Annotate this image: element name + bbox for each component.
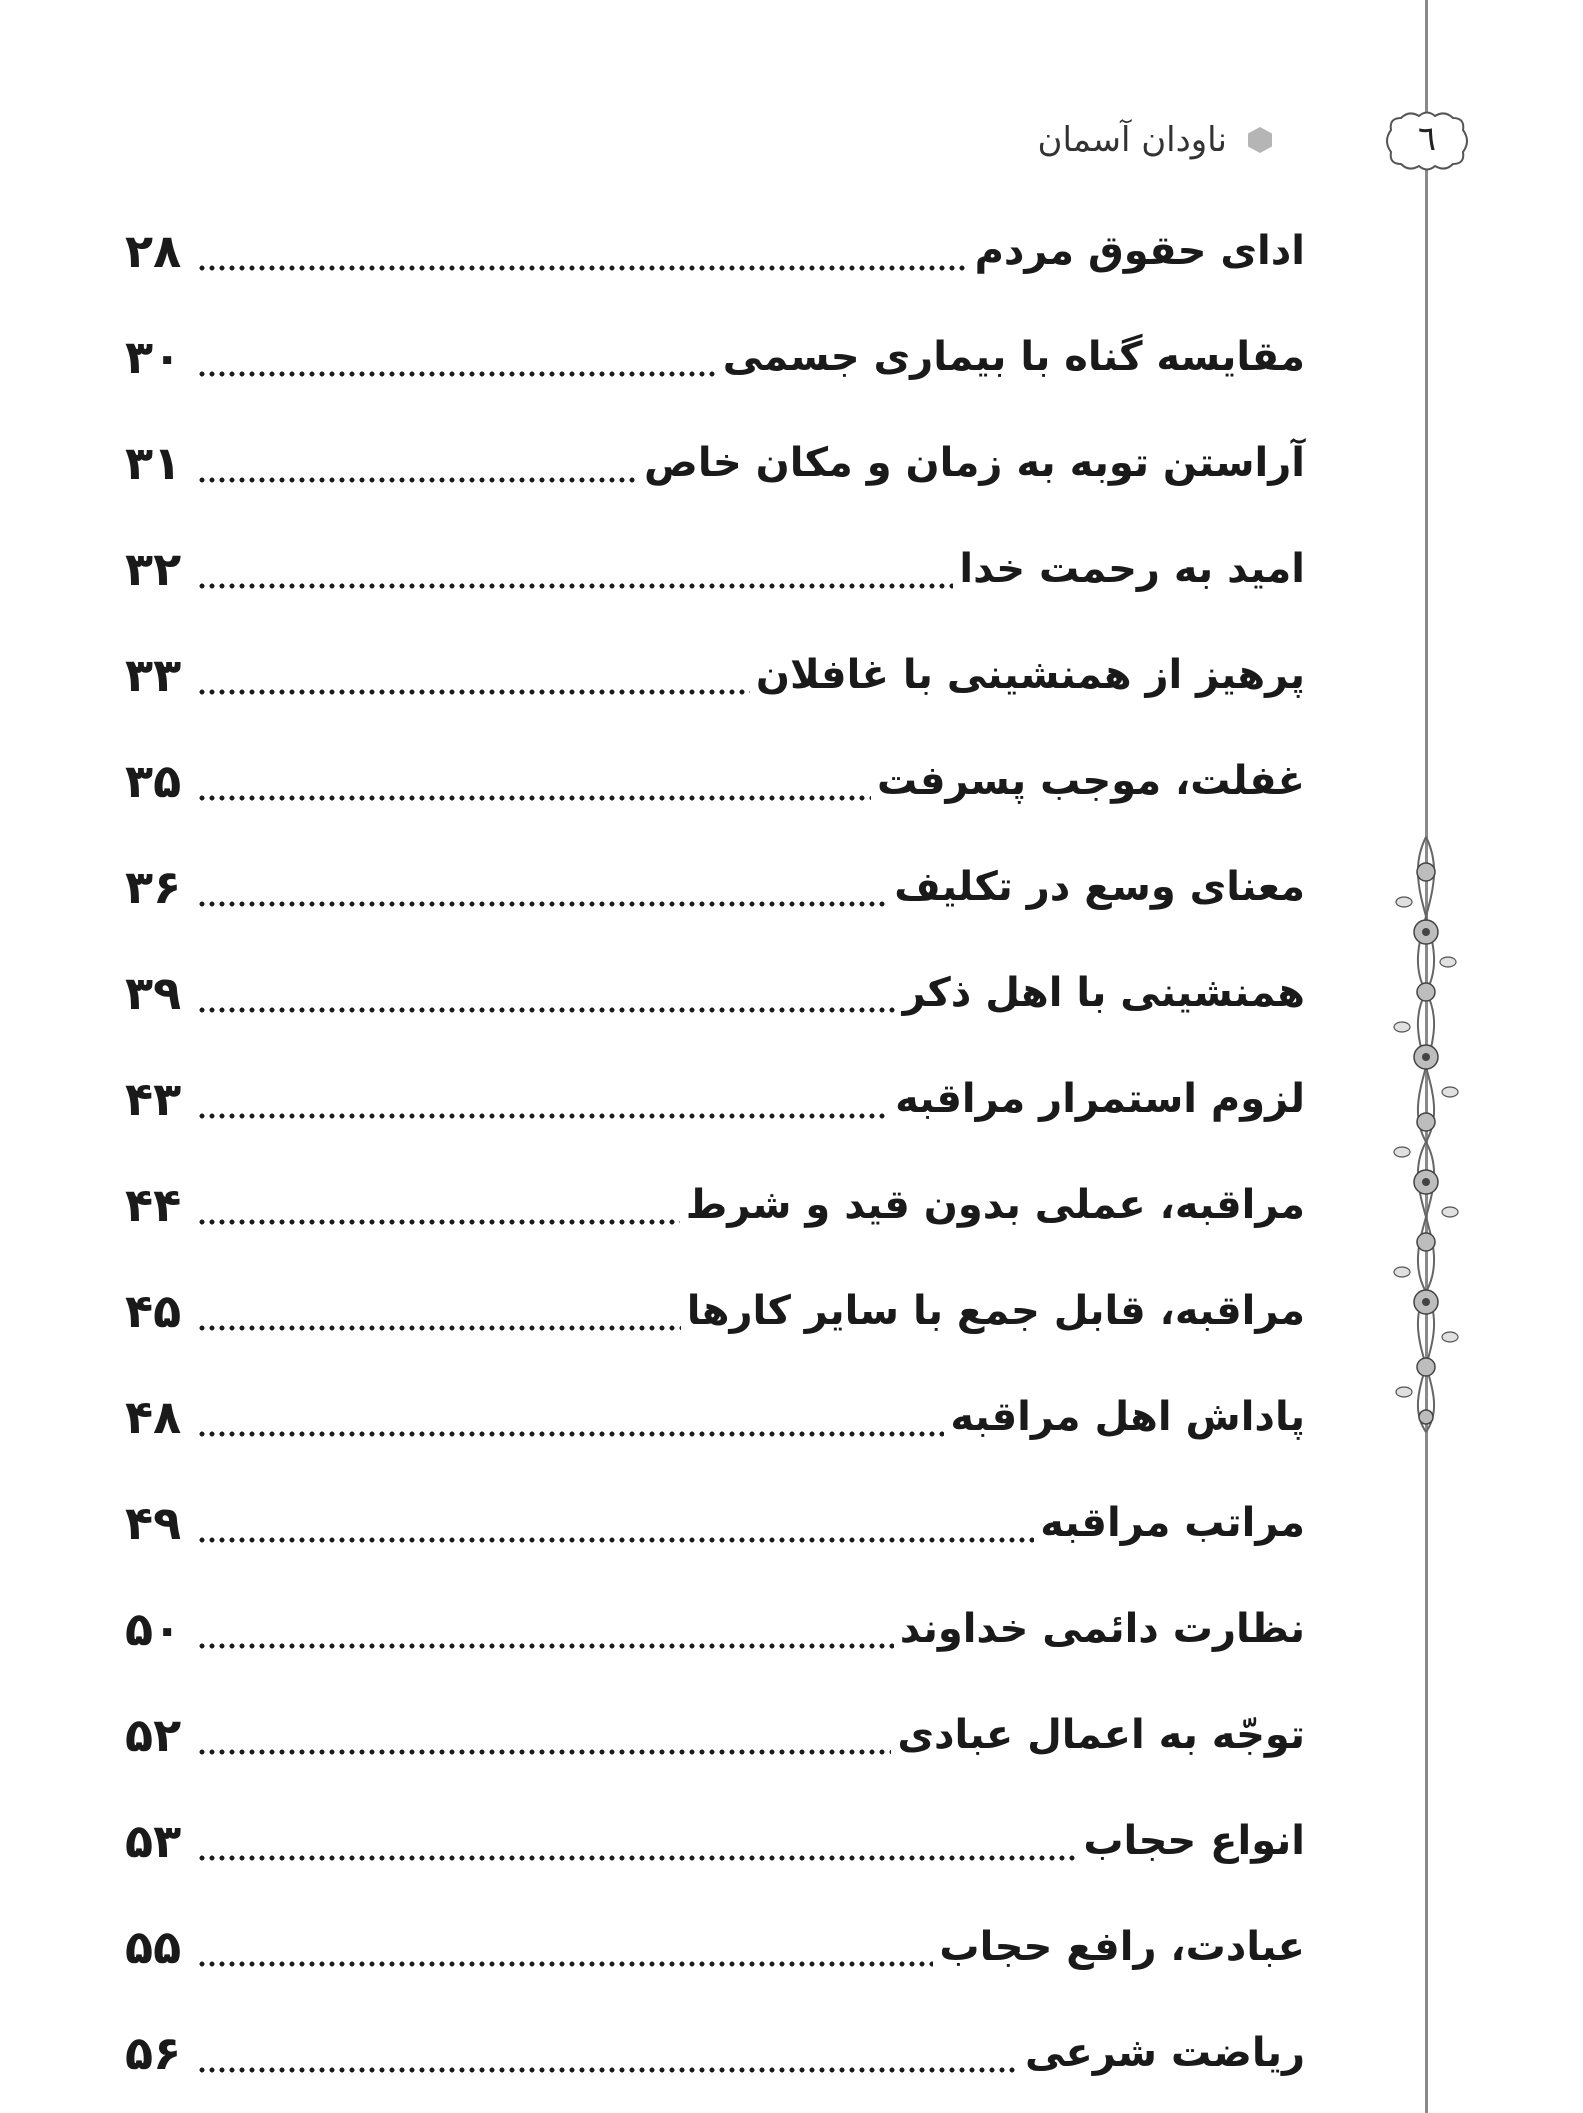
dot-leader bbox=[197, 1821, 1077, 1861]
toc-entry bbox=[125, 940, 1305, 1046]
dot-leader bbox=[197, 1397, 944, 1437]
toc-entry-page: ۳۳ bbox=[125, 648, 182, 702]
dot-leader bbox=[197, 549, 953, 589]
toc-entry-page: ۳۰ bbox=[125, 330, 182, 384]
toc-entry-page: ۴۹ bbox=[125, 1496, 182, 1550]
dot-leader bbox=[197, 231, 969, 271]
toc-entry-title: توجّه به اعمال عبادی bbox=[897, 1712, 1305, 1758]
dot-leader bbox=[197, 655, 750, 695]
dot-leader bbox=[197, 1503, 1034, 1543]
hexagon-bullet-icon bbox=[1245, 125, 1275, 155]
dot-leader bbox=[197, 1291, 681, 1331]
toc-entry-page: ۳۶ bbox=[125, 860, 182, 914]
toc-entry bbox=[125, 1258, 1305, 1364]
toc-entry-page: ۴۸ bbox=[125, 1390, 182, 1444]
toc-entry bbox=[125, 516, 1305, 622]
toc-entry bbox=[125, 728, 1305, 834]
toc-entry-title: ریاضت شرعی bbox=[1025, 2030, 1305, 2076]
toc-entry bbox=[125, 410, 1305, 516]
toc-entry-page: ۵۲ bbox=[125, 1708, 182, 1762]
toc-entry-title: غفلت، موجب پسرفت bbox=[877, 758, 1305, 804]
toc-entry-page: ۳۹ bbox=[125, 966, 182, 1020]
toc-entry bbox=[125, 622, 1305, 728]
toc-entry-title: مقایسه گناه با بیماری جسمی bbox=[722, 334, 1305, 380]
dot-leader bbox=[197, 867, 888, 907]
toc-entry-title: انواع حجاب bbox=[1083, 1818, 1305, 1864]
toc-entry bbox=[125, 834, 1305, 940]
page-number-badge bbox=[1385, 108, 1469, 174]
toc-entry-title: همنشینی با اهل ذکر bbox=[902, 970, 1305, 1016]
toc-entry-page: ۵۰ bbox=[125, 1602, 182, 1656]
dot-leader bbox=[197, 973, 897, 1013]
dot-leader bbox=[197, 761, 871, 801]
dot-leader bbox=[197, 1079, 889, 1119]
floral-ornament bbox=[1378, 832, 1474, 1437]
toc-entry bbox=[125, 1046, 1305, 1152]
floral-ornament-icon bbox=[1378, 832, 1474, 1437]
toc-entry-title: مراتب مراقبه bbox=[1040, 1500, 1305, 1546]
dot-leader bbox=[197, 1715, 891, 1755]
toc-entry bbox=[125, 1682, 1305, 1788]
running-header bbox=[1037, 110, 1275, 170]
dot-leader bbox=[197, 1185, 680, 1225]
toc-entry bbox=[125, 1152, 1305, 1258]
dot-leader bbox=[197, 337, 717, 377]
toc-entry-title: لزوم استمرار مراقبه bbox=[895, 1076, 1305, 1122]
toc-entry-title: عبادت، رافع حجاب bbox=[939, 1924, 1305, 1970]
toc-entry-page: ۵۳ bbox=[125, 1814, 182, 1868]
toc-entry bbox=[125, 1894, 1305, 2000]
toc-entry-page: ۵۶ bbox=[125, 2026, 182, 2080]
dot-leader bbox=[197, 2033, 1019, 2073]
toc-entry bbox=[125, 304, 1305, 410]
toc-entry-title: ادای حقوق مردم bbox=[974, 228, 1305, 274]
toc-entry-page: ۴۴ bbox=[125, 1178, 182, 1232]
toc-entry-page: ۳۲ bbox=[125, 542, 182, 596]
book-title: ناودان آسمان bbox=[1037, 120, 1227, 160]
toc-entry bbox=[125, 1576, 1305, 1682]
toc-entry-title: مراقبه، قابل جمع با سایر کارها bbox=[686, 1288, 1305, 1334]
toc-entry bbox=[125, 1364, 1305, 1470]
toc-entry-page: ۲۸ bbox=[125, 224, 182, 278]
table-of-contents bbox=[125, 198, 1305, 2106]
toc-entry bbox=[125, 1470, 1305, 1576]
toc-entry-title: پرهیز از همنشینی با غافلان bbox=[755, 652, 1305, 698]
dot-leader bbox=[197, 1609, 894, 1649]
page-number: ٦ bbox=[1417, 119, 1437, 159]
toc-entry-title: امید به رحمت خدا bbox=[959, 546, 1305, 592]
toc-entry-title: پاداش اهل مراقبه bbox=[950, 1394, 1305, 1440]
dot-leader bbox=[197, 443, 638, 483]
toc-entry bbox=[125, 198, 1305, 304]
dot-leader bbox=[197, 1927, 933, 1967]
toc-entry-title: نظارت دائمی خداوند bbox=[899, 1606, 1305, 1652]
toc-entry-title: مراقبه، عملی بدون قید و شرط bbox=[685, 1182, 1305, 1228]
toc-entry-page: ۳۱ bbox=[125, 436, 182, 490]
toc-entry-page: ۳۵ bbox=[125, 754, 182, 808]
toc-entry bbox=[125, 2000, 1305, 2106]
toc-entry-page: ۴۵ bbox=[125, 1284, 182, 1338]
toc-entry bbox=[125, 1788, 1305, 1894]
toc-entry-page: ۴۳ bbox=[125, 1072, 182, 1126]
toc-entry-title: آراستن توبه به زمان و مکان خاص bbox=[644, 440, 1305, 486]
toc-entry-title: معنای وسع در تکلیف bbox=[894, 864, 1305, 910]
toc-entry-page: ۵۵ bbox=[125, 1920, 182, 1974]
